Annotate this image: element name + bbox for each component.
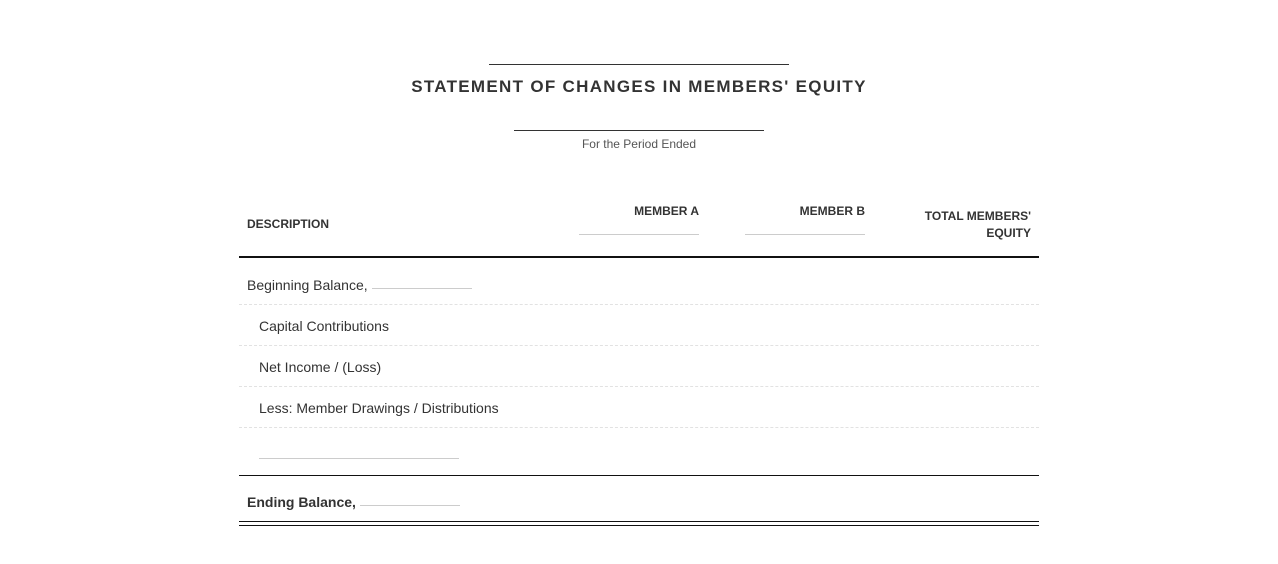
total-header-line2: EQUITY (986, 226, 1031, 240)
member-a-label: MEMBER A (634, 204, 699, 218)
table-row-capital-contributions (239, 305, 1039, 346)
equity-table (239, 190, 1039, 526)
column-header-description: DESCRIPTION (247, 217, 330, 231)
table-row-ending-balance (239, 476, 1039, 521)
table-header (239, 190, 1039, 258)
table-row-beginning-balance (239, 258, 1039, 305)
statement-title: STATEMENT OF CHANGES IN MEMBERS' EQUITY (411, 77, 867, 96)
row-label-contributions: Capital Contributions (259, 318, 389, 334)
member-b-label: MEMBER B (799, 204, 865, 218)
table-row-blank (239, 428, 1039, 476)
ending-date-blank[interactable] (360, 504, 460, 506)
beginning-balance-text: Beginning Balance, (247, 277, 368, 293)
double-underline (239, 521, 1039, 526)
column-header-member-a (579, 204, 699, 235)
row-label-beginning (247, 277, 472, 293)
row-label-drawings: Less: Member Drawings / Distributions (259, 400, 499, 416)
row-label-net-income: Net Income / (Loss) (259, 359, 382, 375)
table-row-net-income (239, 346, 1039, 387)
column-header-total (911, 208, 1031, 242)
row-label-ending (247, 494, 460, 510)
member-a-name-line[interactable] (579, 234, 699, 235)
member-b-name-line[interactable] (745, 234, 865, 235)
company-name-line[interactable] (489, 64, 789, 65)
period-label: For the Period Ended (581, 137, 697, 151)
total-header-line1: TOTAL MEMBERS' (924, 209, 1031, 223)
table-row-drawings (239, 387, 1039, 428)
beginning-date-blank[interactable] (372, 287, 472, 289)
column-header-member-b (745, 204, 865, 235)
blank-description-line[interactable] (259, 458, 459, 459)
ending-balance-text: Ending Balance, (247, 494, 356, 510)
period-date-line[interactable] (514, 130, 764, 131)
